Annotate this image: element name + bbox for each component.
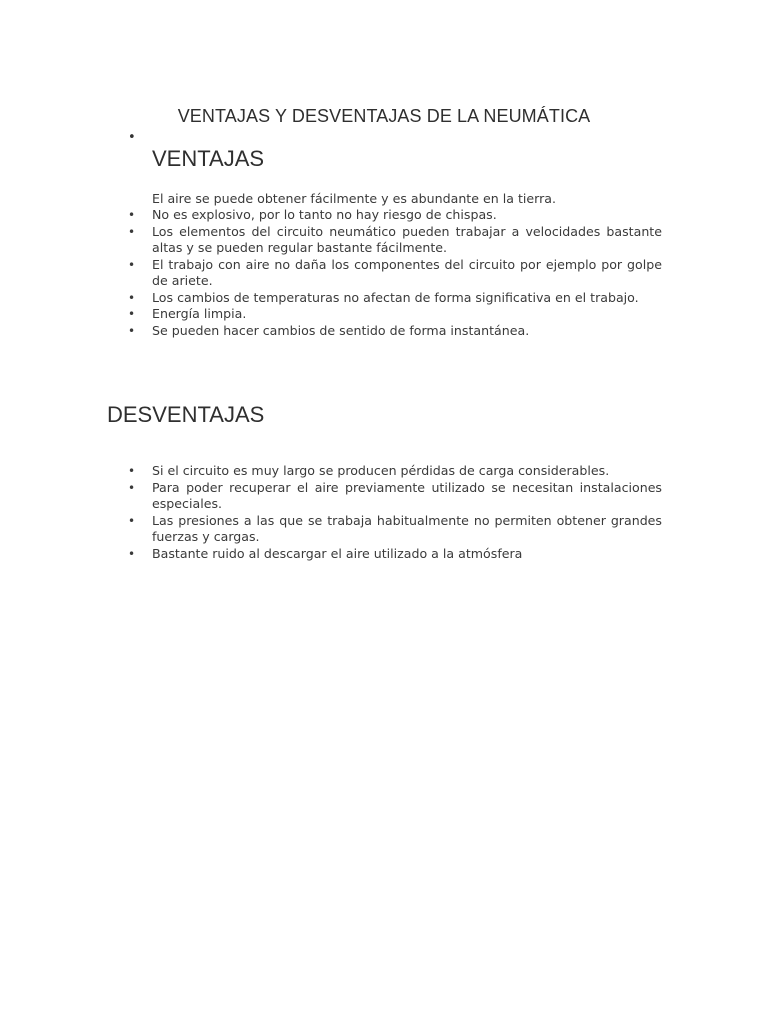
desventajas-list	[128, 463, 662, 562]
list-item	[128, 290, 662, 307]
list-item	[128, 546, 662, 563]
ventajas-heading: VENTAJAS	[152, 146, 265, 171]
list-item-text: El trabajo con aire no daña los componentes del circuito por ejemplo por golpe de ariete.	[152, 256, 662, 288]
bullet-icon: •	[128, 290, 136, 305]
bullet-icon: •	[128, 323, 136, 338]
list-item	[128, 257, 662, 290]
list-item	[128, 207, 662, 224]
list-item-text: Las presiones a las que se trabaja habitualmente no permiten obtener grandes fuerzas y cargas.	[152, 512, 662, 544]
list-item-text: Bastante ruido al descargar el aire utilizado a la atmósfera	[152, 545, 523, 561]
list-item	[128, 513, 662, 546]
list-item	[128, 323, 662, 340]
list-item-text: Energía limpia.	[152, 306, 247, 321]
bullet-icon: •	[128, 224, 136, 239]
list-item-text: No es explosivo, por lo tanto no hay riesgo de chispas.	[152, 207, 497, 222]
bullet-icon: •	[128, 480, 136, 495]
desventajas-heading: DESVENTAJAS	[107, 402, 265, 427]
bullet-icon: •	[128, 546, 136, 561]
list-item-text: Para poder recuperar el aire previamente utilizado se necesitan instalaciones especiales.	[152, 479, 662, 511]
empty-bullet: •	[128, 130, 136, 145]
list-item	[128, 463, 662, 480]
list-item-text: Si el circuito es muy largo se producen pérdidas de carga considerables.	[152, 463, 610, 478]
page-title: VENTAJAS Y DESVENTAJAS DE LA NEUMÁTICA	[177, 106, 591, 126]
list-item	[128, 306, 662, 323]
ventajas-list	[128, 207, 662, 339]
list-item-text: Los cambios de temperaturas no afectan de forma significativa en el trabajo.	[152, 289, 639, 305]
list-item	[128, 224, 662, 257]
bullet-icon: •	[128, 307, 136, 321]
list-item	[128, 480, 662, 513]
ventajas-intro: El aire se puede obtener fácilmente y es abundante en la tierra.	[152, 191, 556, 206]
bullet-icon: •	[128, 208, 136, 222]
list-item-text: Los elementos del circuito neumático pueden trabajar a velocidades bastante altas y se pueden regular bastante fácilmente.	[152, 223, 662, 255]
bullet-icon: •	[128, 257, 136, 272]
bullet-icon: •	[128, 464, 136, 478]
bullet-icon: •	[128, 513, 136, 528]
list-item-text: Se pueden hacer cambios de sentido de forma instantánea.	[152, 322, 530, 338]
